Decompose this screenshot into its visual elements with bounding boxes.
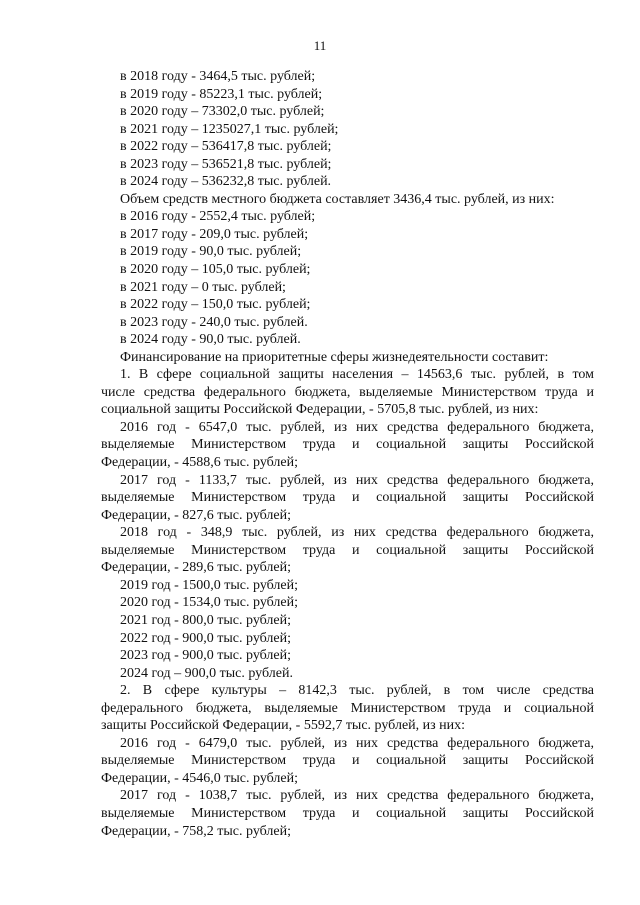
culture-2017-paragraph	[101, 787, 594, 840]
paragraph-line: 2. В сфере культуры – 8142,3 тыс. рублей, в том числе средства	[120, 683, 594, 699]
local-budget-year-line: в 2020 году – 105,0 тыс. рублей;	[120, 262, 311, 278]
local-budget-year-line: в 2021 году – 0 тыс. рублей;	[120, 279, 286, 295]
paragraph-line: 2018 год - 348,9 тыс. рублей, из них средства федерального бюджета,	[120, 525, 594, 541]
budget-year-line: в 2022 году – 536417,8 тыс. рублей;	[120, 139, 332, 155]
culture-paragraph	[101, 682, 594, 735]
paragraph-line: 2016 год - 6547,0 тыс. рублей, из них средства федерального бюджета,	[120, 419, 594, 435]
budget-year-line: в 2023 году – 536521,8 тыс. рублей;	[120, 156, 332, 172]
local-budget-year-line: в 2017 году - 209,0 тыс. рублей;	[120, 226, 309, 242]
paragraph-line: Федерации, - 4588,6 тыс. рублей;	[101, 455, 299, 471]
page-number: 11	[313, 38, 327, 53]
document-body	[101, 68, 594, 840]
culture-2016-paragraph	[101, 735, 594, 788]
social-2018-paragraph	[101, 524, 594, 577]
social-year-line: 2023 год - 900,0 тыс. рублей;	[120, 648, 292, 664]
budget-year-line: в 2024 году – 536232,8 тыс. рублей.	[120, 174, 332, 190]
social-year-line: 2021 год - 800,0 тыс. рублей;	[120, 612, 292, 628]
paragraph-line: выделяемые Министерством труда и социальной защиты Российской	[101, 542, 594, 558]
paragraph-line: социальной защиты Российской Федерации, - 5705,8 тыс. рублей, из них:	[101, 402, 539, 418]
paragraph-line: Федерации, - 758,2 тыс. рублей;	[101, 823, 292, 839]
social-2017-paragraph	[101, 472, 594, 525]
paragraph-line: Федерации, - 289,6 тыс. рублей;	[101, 560, 292, 576]
paragraph-line: Федерации, - 4546,0 тыс. рублей;	[101, 770, 299, 786]
local-budget-year-line: в 2023 году - 240,0 тыс. рублей.	[120, 314, 308, 330]
paragraph-line: 2017 год - 1038,7 тыс. рублей, из них средства федерального бюджета,	[120, 788, 594, 804]
paragraph-line: защиты Российской Федерации, - 5592,7 тыс. рублей, из них:	[101, 718, 466, 734]
paragraph-line: 2017 год - 1133,7 тыс. рублей, из них средства федерального бюджета,	[120, 472, 594, 488]
paragraph-line: выделяемые Министерством труда и социальной защиты Российской	[101, 437, 594, 453]
paragraph-line: Федерации, - 827,6 тыс. рублей;	[101, 507, 292, 523]
paragraph-line: 2016 год - 6479,0 тыс. рублей, из них средства федерального бюджета,	[120, 735, 594, 751]
local-budget-year-line: в 2022 году – 150,0 тыс. рублей;	[120, 297, 311, 313]
social-year-line: 2019 год - 1500,0 тыс. рублей;	[120, 577, 299, 593]
paragraph-line: 1. В сфере социальной защиты населения – 14563,6 тыс. рублей, в том	[120, 367, 594, 383]
local-budget-year-line: в 2024 году - 90,0 тыс. рублей.	[120, 332, 301, 348]
social-year-line: 2020 год - 1534,0 тыс. рублей;	[120, 595, 299, 611]
paragraph-line: числе средства федерального бюджета, выделяемые Министерством труда и	[101, 384, 594, 400]
priority-intro: Финансирование на приоритетные сферы жизнедеятельности составит:	[120, 349, 549, 365]
budget-year-line: в 2021 году – 1235027,1 тыс. рублей;	[120, 121, 339, 137]
local-budget-intro: Объем средств местного бюджета составляет 3436,4 тыс. рублей, из них:	[120, 191, 555, 207]
paragraph-line: выделяемые Министерством труда и социальной защиты Российской	[101, 490, 594, 506]
paragraph-line: выделяемые Министерством труда и социальной защиты Российской	[101, 753, 594, 769]
local-budget-year-line: в 2016 году - 2552,4 тыс. рублей;	[120, 209, 316, 225]
social-protection-paragraph	[101, 366, 594, 419]
paragraph-line: выделяемые Министерством труда и социальной защиты Российской	[101, 805, 594, 821]
social-year-line: 2024 год – 900,0 тыс. рублей.	[120, 665, 293, 681]
social-2016-paragraph	[101, 419, 594, 472]
budget-year-line: в 2018 году - 3464,5 тыс. рублей;	[120, 69, 316, 84]
budget-year-line: в 2020 году – 73302,0 тыс. рублей;	[120, 104, 325, 120]
local-budget-year-line: в 2019 году - 90,0 тыс. рублей;	[120, 244, 302, 260]
social-year-line: 2022 год - 900,0 тыс. рублей;	[120, 630, 292, 646]
budget-year-line: в 2019 году - 85223,1 тыс. рублей;	[120, 86, 323, 102]
paragraph-line: федерального бюджета, выделяемые Министерством труда и социальной	[101, 700, 594, 716]
